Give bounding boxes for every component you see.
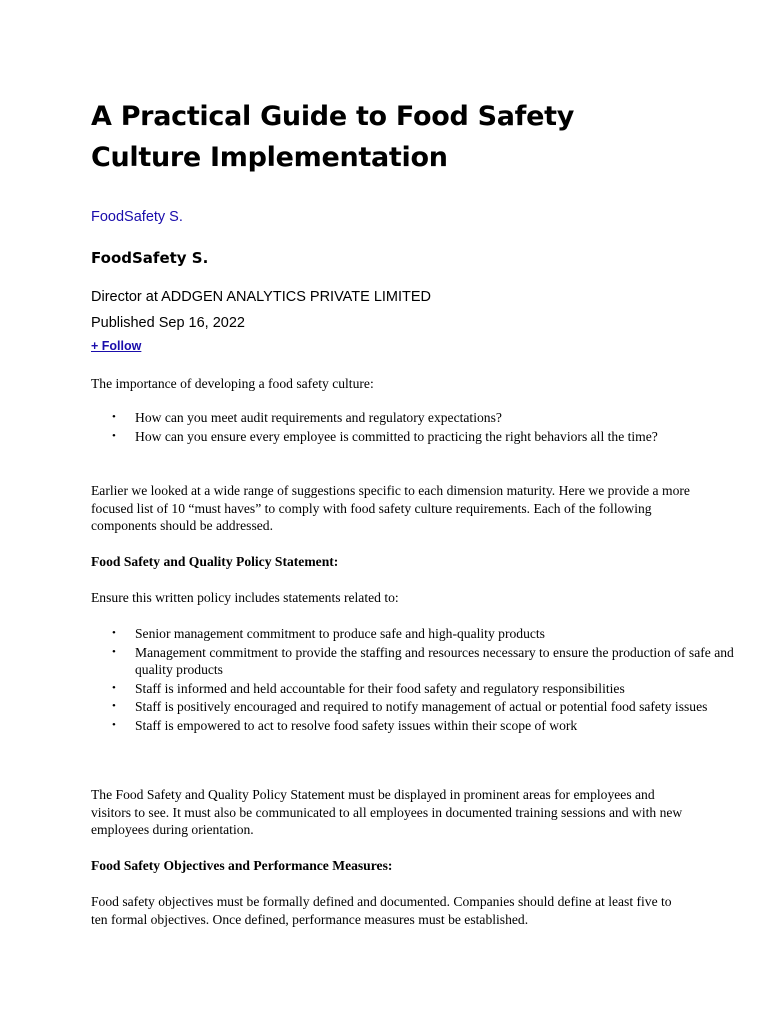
- list-item: • How can you ensure every employee is committed to practicing the right behaviors all the time?: [112, 428, 658, 444]
- list-item: • Staff is informed and held accountable for their food safety and regulatory responsibilities: [112, 680, 625, 696]
- list-item: • How can you meet audit requirements and regulatory expectations?: [112, 410, 502, 425]
- bullet-icon: •: [112, 411, 116, 423]
- list-item: • Staff is empowered to act to resolve food safety issues within their scope of work: [112, 717, 578, 733]
- policy-display-paragraph: The Food Safety and Quality Policy Statement must be displayed in prominent areas for employees and visitors to see. It must also be communicated to all employees in documented training sessions and with new employees during orientation.: [91, 787, 683, 837]
- bullet-icon: •: [112, 718, 116, 731]
- bullet-icon: •: [112, 681, 116, 694]
- policy-bullet-list: [91, 625, 735, 735]
- section-heading-policy: Food Safety and Quality Policy Statement:: [91, 554, 339, 569]
- article-title: A Practical Guide to Food Safety Culture Implementation: [91, 101, 575, 173]
- intro-paragraph: The importance of developing a food safety culture:: [91, 376, 374, 391]
- bullet-icon: •: [112, 627, 116, 639]
- author-name: FoodSafety S.: [91, 249, 209, 267]
- policy-intro-paragraph: Ensure this written policy includes statements related to:: [91, 590, 399, 605]
- section-heading-objectives: Food Safety Objectives and Performance Measures:: [91, 858, 393, 873]
- bullet-icon: •: [112, 700, 116, 712]
- author-link[interactable]: FoodSafety S.: [91, 209, 183, 225]
- list-item: • Staff is positively encouraged and required to notify management of actual or potential food safety issues: [112, 699, 708, 714]
- earlier-paragraph: Earlier we looked at a wide range of suggestions specific to each dimension maturity. Here we provide a more focused list of 10 “must haves” to comply with food safety culture requirements. Each of the following components should be addressed.: [91, 483, 690, 533]
- bullet-icon: •: [112, 645, 116, 658]
- objectives-paragraph: Food safety objectives must be formally defined and documented. Companies should define at least five to ten formal objectives. Once defined, performance measures must be established.: [91, 894, 672, 927]
- intro-bullet-list: [91, 409, 735, 446]
- list-item: • Senior management commitment to produce safe and high-quality products: [112, 626, 545, 641]
- bullet-icon: •: [112, 429, 116, 442]
- published-date: Published Sep 16, 2022: [91, 315, 245, 331]
- list-item: • Management commitment to provide the staffing and resources necessary to ensure the production of safe and quality products: [112, 644, 734, 677]
- author-job-title: Director at ADDGEN ANALYTICS PRIVATE LIMITED: [91, 289, 432, 305]
- follow-button[interactable]: + Follow: [91, 339, 142, 353]
